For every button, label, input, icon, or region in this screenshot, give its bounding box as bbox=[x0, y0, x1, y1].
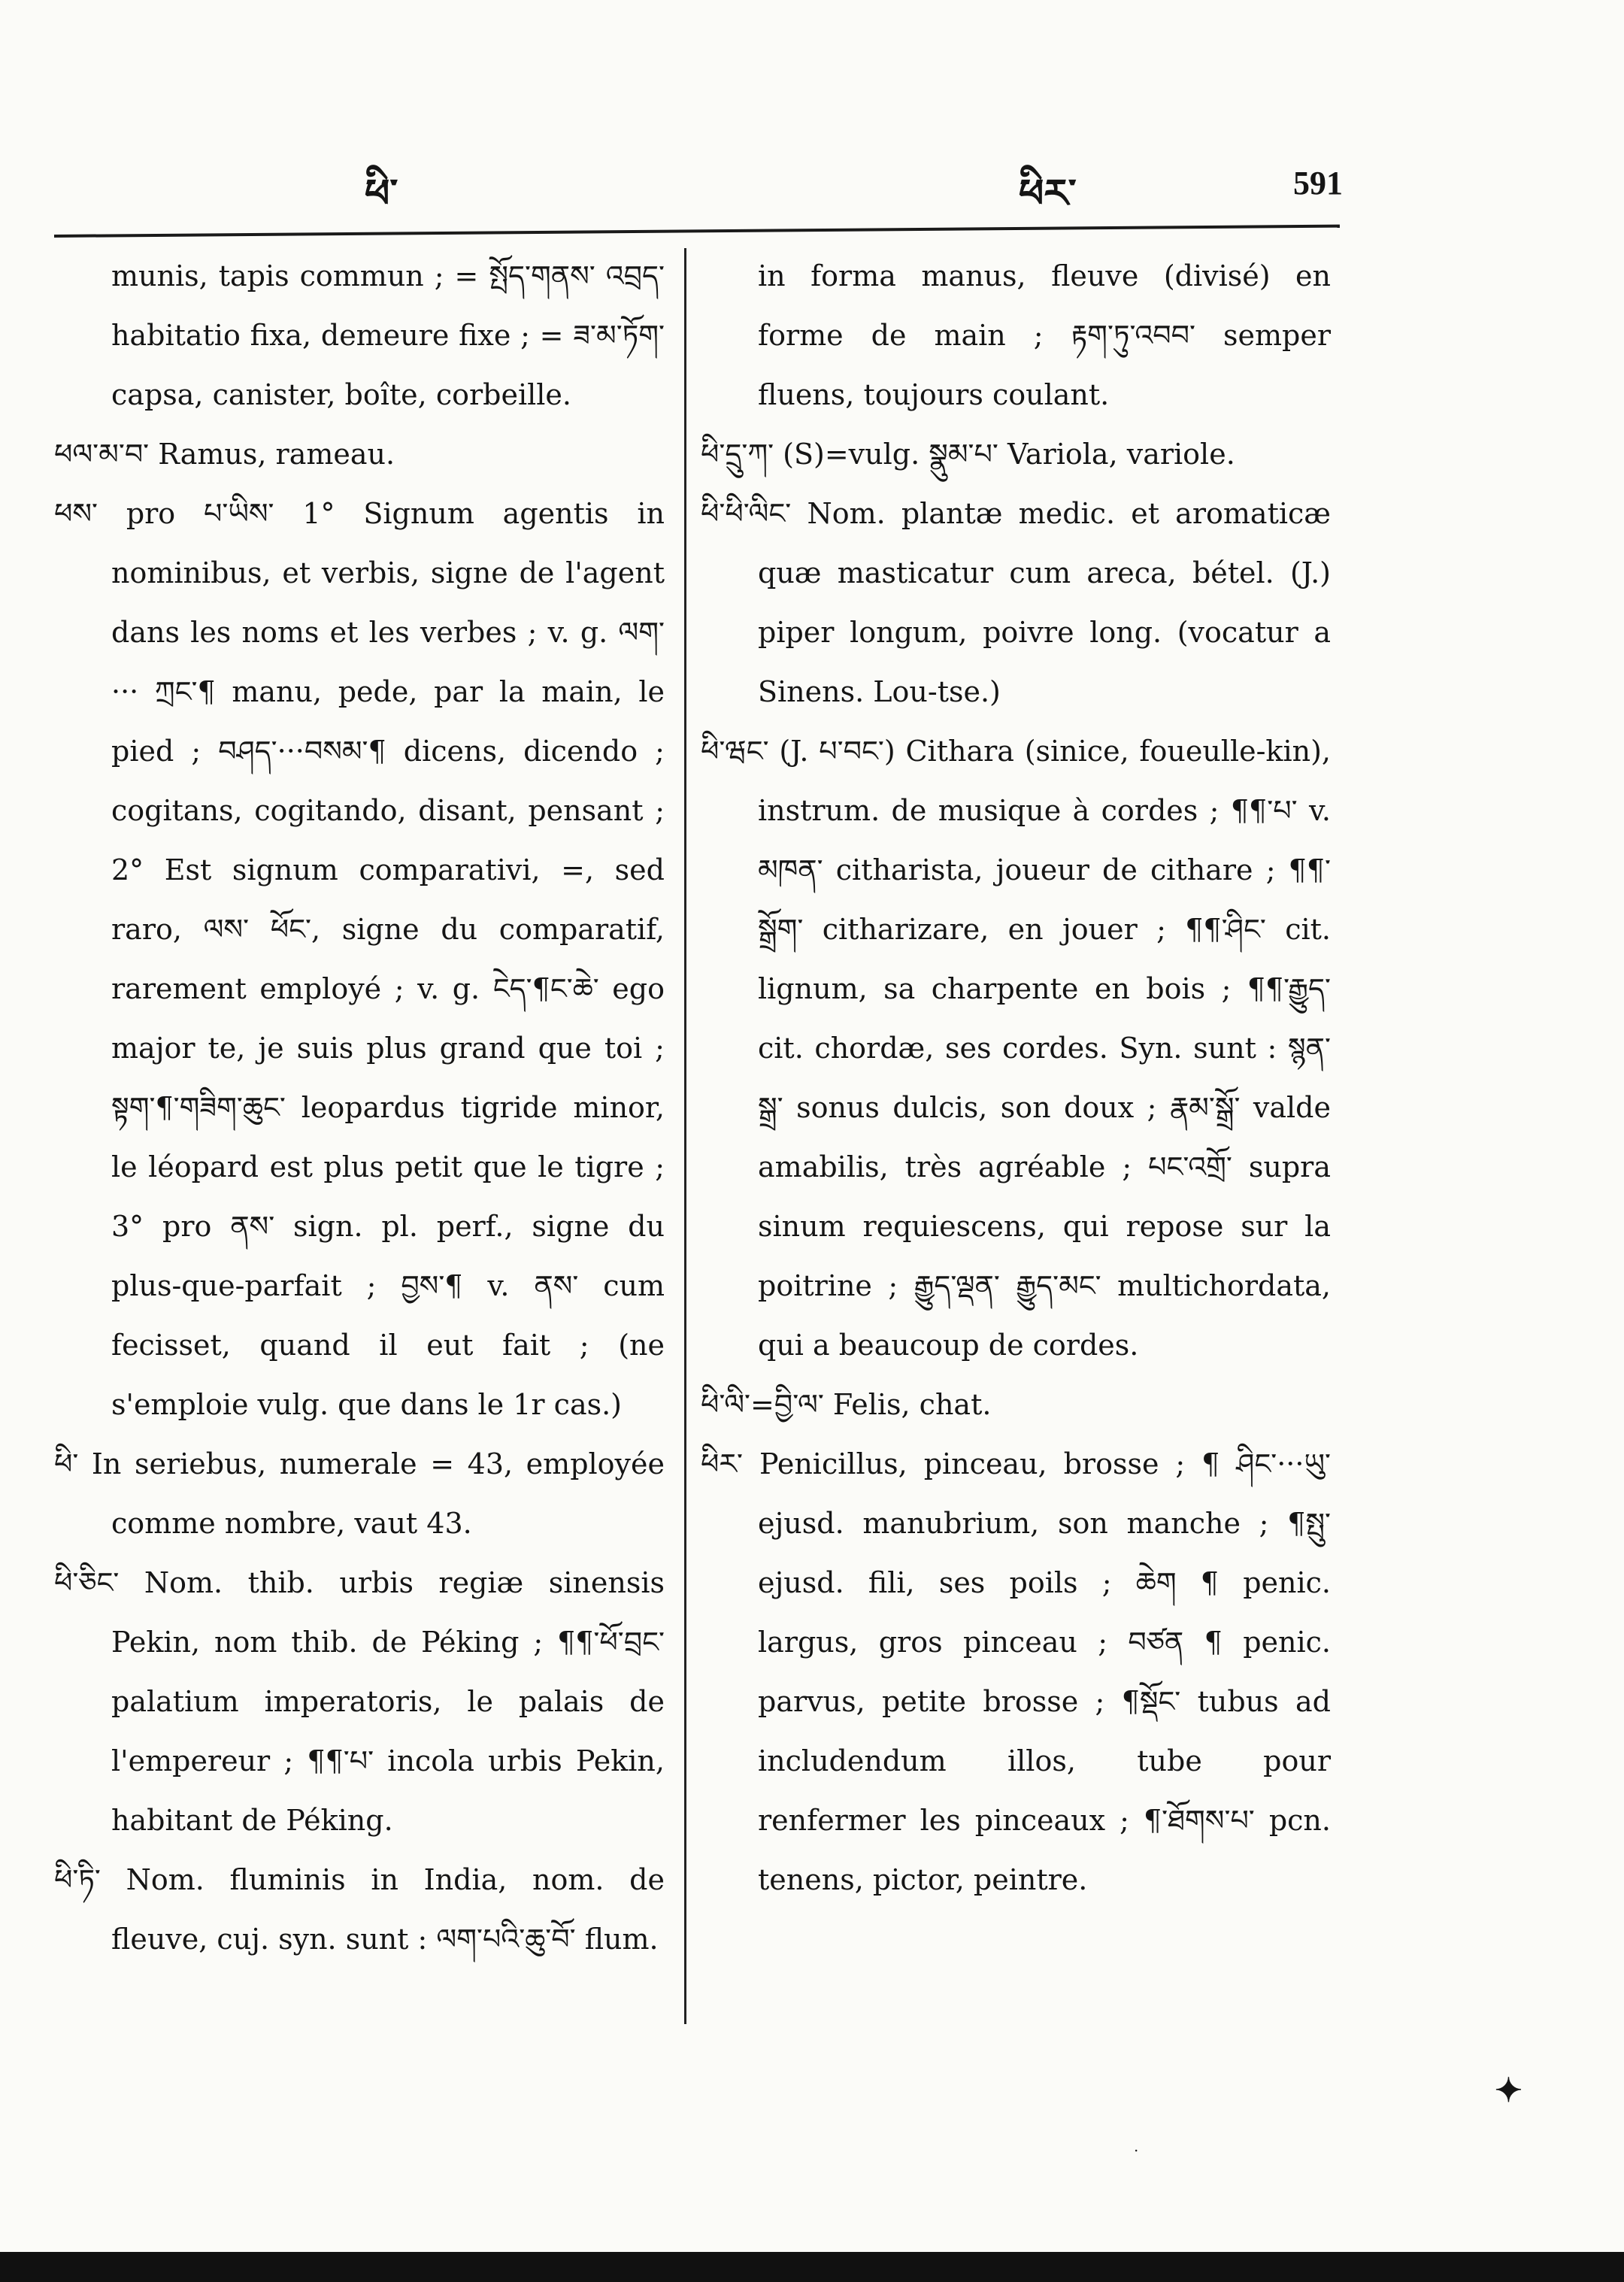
dictionary-entry: ཕས་ pro པ་ཡིས་ 1° Signum agentis in nominibus, et verbis, signe de l'agent dans les noms et les verbes ; v. g. ལག་··· ཀྲང་¶ manu, pede, par la main, le pied ; བཤད་···བསམ་¶ dicens, dicendo ; cogitans, cogitando, disant, pensant ; 2° Est signum comparativi, =, sed raro, ལས་ ཕོང་, signe du comparatif, rarement employé ; v. g. ངེད་¶ང་ཆེ་ ego major te, je suis plus grand que toi ; སྟག་¶་གཟིག་ཆུང་ leopardus tigride minor, le léopard est plus petit que le tigre ; 3° pro ནས་ sign. pl. perf., signe du plus-que-parfait ; བྱས་¶ v. ནས་ cum fecisset, quand il eut fait ; (ne s'emploie vulg. que dans le 1r cas.) bbox=[54, 497, 665, 1421]
dictionary-entry: ཕལ་མ་བ་ Ramus, rameau. bbox=[54, 438, 395, 471]
right-column bbox=[701, 247, 1331, 1910]
dictionary-entry: in forma manus, fleuve (divisé) en forme de main ; རྟག་ཏུ་འབབ་ semper fluens, toujours coulant. bbox=[758, 259, 1331, 411]
left-column bbox=[54, 247, 665, 1969]
dictionary-entry: ཕི་ལི་=བྱི་ལ་ Felis, chat. bbox=[701, 1388, 992, 1421]
column-divider bbox=[684, 248, 686, 2024]
running-head-center: ཕིར་ bbox=[1019, 171, 1077, 217]
dictionary-entry: ཕི་ཝང་ (J. པ་བང་) Cithara (sinice, foueulle-kin), instrum. de musique à cordes ; ¶¶་པ་ v. མཁན་ citharista, joueur de cithare ; ¶¶་སྒྲོག་ citharizare, en jouer ; ¶¶་ཤིང་ cit. lignum, sa charpente en bois ; ¶¶་རྒྱུད་ cit. chordæ, ses cordes. Syn. sunt : སྙན་སྒྲ་ sonus dulcis, son doux ; རྣམ་སྒྲོ་ valde amabilis, très agréable ; པང་འགྲོ་ supra sinum requiescens, qui repose sur la poitrine ; རྒྱུད་ལྡན་ རྒྱུད་མང་ multichordata, qui a beaucoup de cordes. bbox=[701, 735, 1331, 1362]
dictionary-entry: ཕི་ཅིང་ Nom. thib. urbis regiæ sinensis Pekin, nom thib. de Péking ; ¶¶་ཕོ་བྲང་ palatium imperatoris, le palais de l'empereur ; ¶¶་པ་ incola urbis Pekin, habitant de Péking. bbox=[54, 1566, 665, 1837]
header-rule bbox=[54, 225, 1340, 238]
speck: · bbox=[1134, 2141, 1139, 2159]
dictionary-entry: munis, tapis commun ; = སྤོད་གནས་ འབྲད་ habitatio fixa, demeure fixe ; = ཟ་མ་ཏོག་ capsa, canister, boîte, corbeille. bbox=[111, 259, 665, 411]
dictionary-entry: ཕིར་ Penicillus, pinceau, brosse ; ¶ ཤིང་···ཡུ་ ejusd. manubrium, son manche ; ¶སྤུ་ ejusd. fili, ses poils ; ཆེག ¶ penic. largus, gros pinceau ; བཙན ¶ penic. parvus, petite brosse ; ¶སྡོང་ tubus ad includendum illos, tube pour renfermer les pinceaux ; ¶་ཐོགས་པ་ pcn. tenens, pictor, peintre. bbox=[701, 1447, 1331, 1896]
dictionary-entry: ཕི་ཏི་ Nom. fluminis in India, nom. de fleuve, cuj. syn. sunt : ལག་པའི་ཆུ་བོ་ flum. bbox=[54, 1863, 665, 1956]
page-number: 591 bbox=[1293, 165, 1343, 202]
dictionary-entry: ཕི་དྲུ་ཀ་ (S)=vulg. སྣུམ་པ་ Variola, variole. bbox=[701, 438, 1235, 471]
running-head-left: ཕི་ bbox=[365, 171, 398, 217]
dictionary-entry: ཕི་ In seriebus, numerale = 43, employée comme nombre, vaut 43. bbox=[54, 1447, 665, 1540]
printer-mark: ✦ bbox=[1495, 2071, 1522, 2110]
dictionary-entry: ཕི་ཕི་ལིང་ Nom. plantæ medic. et aromaticæ quæ masticatur cum areca, bétel. (J.) piper longum, poivre long. (vocatur a Sinens. Lou-tse.) bbox=[701, 497, 1331, 708]
scan-edge-bar bbox=[0, 2252, 1624, 2282]
